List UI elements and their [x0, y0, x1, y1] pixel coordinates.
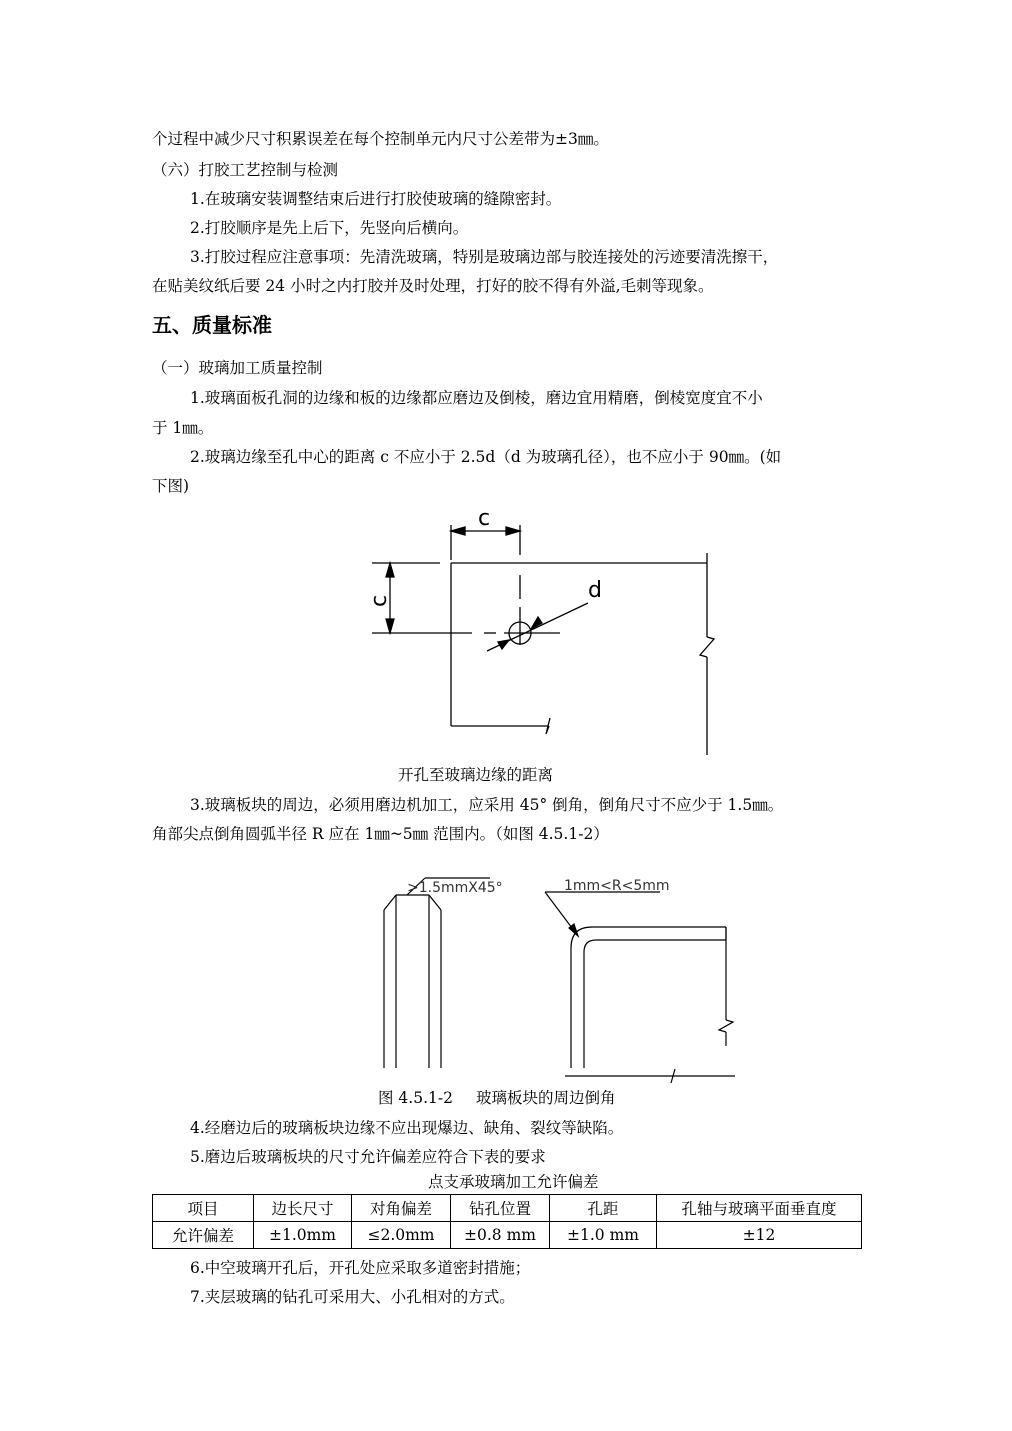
- subsection-heading: （六）打胶工艺控制与检测: [152, 161, 339, 179]
- section-heading: 五、质量标准: [152, 313, 272, 337]
- paragraph-line: 5.磨边后玻璃板块的尺寸允许偏差应符合下表的要求: [190, 1148, 546, 1166]
- paragraph-line: 3.打胶过程应注意事项：先清洗玻璃，特别是玻璃边部与胶连接处的污迹要清洗擦干，: [190, 248, 779, 266]
- paragraph-line: 于 1㎜。: [152, 419, 214, 437]
- figure-caption-text: 玻璃板块的周边倒角: [476, 1089, 616, 1107]
- table-cell: ±0.8 mm: [451, 1222, 550, 1249]
- table-header-cell: 钻孔位置: [451, 1195, 550, 1222]
- paragraph-line: 3.玻璃板块的周边，必须用磨边机加工，应采用 45° 倒角，倒角尺寸不应少于 1.5㎜。: [190, 796, 784, 814]
- label-c-top: c: [478, 506, 491, 531]
- paragraph-line: 1.玻璃面板孔洞的边缘和板的边缘都应磨边及倒棱，磨边宜用精磨，倒棱宽度宜不小: [190, 389, 763, 407]
- table-title: 点支承玻璃加工允许偏差: [428, 1173, 599, 1191]
- label-chamfer: >1.5mmX45°: [407, 880, 503, 896]
- paragraph-line: 角部尖点倒角圆弧半径 R 应在 1㎜~5㎜ 范围内。（如图 4.5.1-2）: [152, 825, 609, 843]
- label-radius: 1mm<R<5mm: [564, 878, 670, 894]
- table-cell: ≤2.0mm: [352, 1222, 451, 1249]
- table-header-cell: 孔距: [550, 1195, 657, 1222]
- table-cell: ±1.0 mm: [550, 1222, 657, 1249]
- figure-caption: 开孔至玻璃边缘的距离: [398, 766, 554, 784]
- paragraph-line: 2.玻璃边缘至孔中心的距离 c 不应小于 2.5d（d 为玻璃孔径），也不应小于 90㎜。(如: [190, 448, 782, 466]
- paragraph-line: 在贴美纹纸后要 24 小时之内打胶并及时处理，打好的胶不得有外溢,毛刺等现象。: [152, 277, 714, 295]
- table-row: [153, 1222, 862, 1249]
- paragraph-line: 4.经磨边后的玻璃板块边缘不应出现爆边、缺角、裂纹等缺陷。: [190, 1119, 624, 1137]
- paragraph-line: 2.打胶顺序是先上后下，先竖向后横向。: [190, 219, 469, 237]
- table-header-cell: 项目: [153, 1195, 254, 1222]
- table-cell: ±12: [657, 1222, 862, 1249]
- paragraph-line: 下图): [152, 477, 190, 495]
- table-header-cell: 孔轴与玻璃平面垂直度: [657, 1195, 862, 1222]
- paragraph-line: 1.在玻璃安装调整结束后进行打胶使玻璃的缝隙密封。: [190, 190, 562, 208]
- edge-chamfer-diagram: [0, 870, 1012, 1085]
- table-cell: 允许偏差: [153, 1222, 254, 1249]
- paragraph-line: 7.夹层玻璃的钻孔可采用大、小孔相对的方式。: [190, 1288, 515, 1306]
- subsection-heading: （一）玻璃加工质量控制: [152, 359, 323, 377]
- table-cell: ±1.0mm: [254, 1222, 352, 1249]
- table-header-cell: 边长尺寸: [254, 1195, 352, 1222]
- table-header-row: [153, 1195, 862, 1222]
- tolerance-table: [152, 1194, 862, 1249]
- paragraph-line: 6.中空玻璃开孔后，开孔处应采取多道密封措施；: [190, 1259, 531, 1277]
- paragraph-line: 个过程中减少尺寸积累误差在每个控制单元内尺寸公差带为±3㎜。: [152, 130, 609, 148]
- label-c-side: c: [367, 594, 392, 607]
- label-d: d: [588, 578, 602, 603]
- figure-caption-number: 图 4.5.1-2: [378, 1089, 453, 1107]
- table-header-cell: 对角偏差: [352, 1195, 451, 1222]
- hole-distance-diagram: [0, 505, 1012, 765]
